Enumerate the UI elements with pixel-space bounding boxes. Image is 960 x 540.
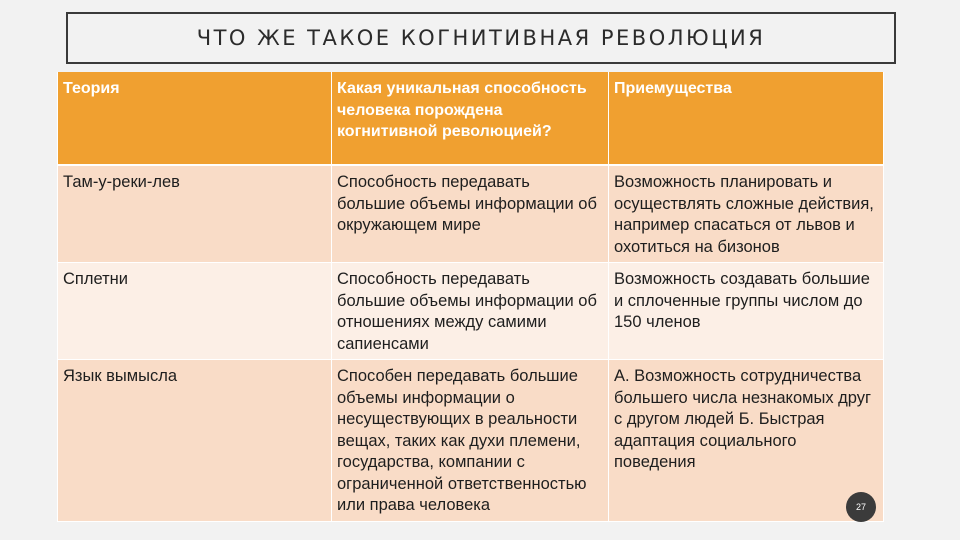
cell-advantage: Возможность создавать большие и сплоченные группы числом до 150 членов [609,263,884,360]
cell-ability: Способность передавать большие объемы информации об окружающем мире [332,165,609,263]
cell-ability: Способен передавать большие объемы информации о несуществующих в реальности вещах, таких как духи племени, государства, компании с ограниченной ответственностью или права человека [332,360,609,522]
slide-title: ЧТО ЖЕ ТАКОЕ КОГНИТИВНАЯ РЕВОЛЮЦИЯ [196,26,766,50]
table-row [58,165,884,263]
header-ability: Какая уникальная способность человека порождена когнитивной революцией? [332,72,609,165]
table-row [58,263,884,360]
cell-advantage: Возможность планировать и осуществлять сложные действия, например спасаться от львов и охотиться на бизонов [609,165,884,263]
table-row [58,360,884,522]
slide-number-badge [846,492,876,522]
cell-theory: Язык вымысла [58,360,332,522]
slide-number: 27 [855,502,866,512]
header-theory: Теория [58,72,332,165]
header-advantage: Приемущества [609,72,884,165]
table-header-row [58,72,884,165]
cognitive-revolution-table [57,72,884,522]
title-box [66,12,896,64]
cell-theory: Сплетни [58,263,332,360]
cell-ability: Способность передавать большие объемы информации об отношениях между самими сапиенсами [332,263,609,360]
cell-advantage: А. Возможность сотрудничества большего числа незнакомых друг с другом людей Б. Быстрая адаптация социального поведения [609,360,884,522]
cell-theory: Там-у-реки-лев [58,165,332,263]
